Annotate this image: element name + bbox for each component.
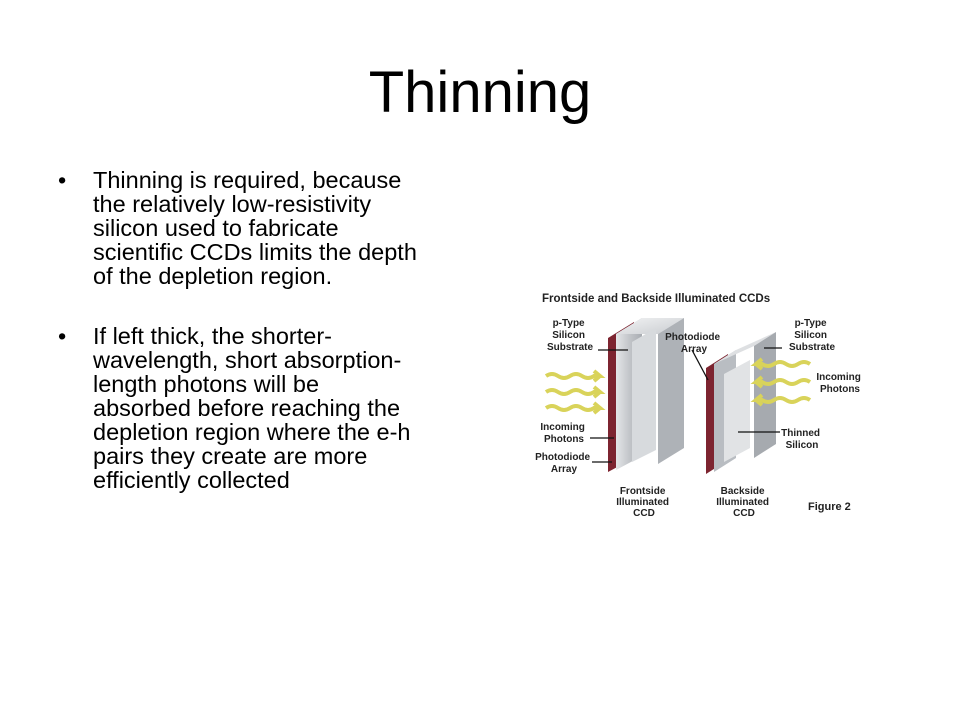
left-photodiode-label: Photodiode Array bbox=[535, 452, 591, 475]
bullet-text-line: If left thick, the shorter- bbox=[93, 323, 333, 349]
slide-title: Thinning bbox=[368, 60, 592, 125]
bullet-text-line: depletion region where the e-h bbox=[93, 419, 411, 445]
left-photon-arrows bbox=[546, 371, 600, 413]
bullet-text-line: efficiently collected bbox=[93, 467, 290, 493]
figure-title: Frontside and Backside Illuminated CCDs bbox=[542, 293, 771, 305]
bullet-text-line: silicon used to fabricate bbox=[93, 215, 339, 241]
backside-caption: Backside Illuminated CCD bbox=[716, 486, 770, 519]
right-photons-label: Incoming Photons bbox=[816, 372, 861, 395]
photon-arrow bbox=[546, 403, 600, 413]
center-photodiode-label: Photodiode Array bbox=[665, 332, 721, 355]
bullet-marker: • bbox=[58, 323, 67, 349]
backside-silicon-right bbox=[754, 332, 776, 458]
backside-thinned-silicon bbox=[724, 360, 750, 462]
bullet-text-line: pairs they create are more bbox=[93, 443, 368, 469]
bullet-list bbox=[54, 168, 474, 528]
bullet-text-line: the relatively low-resistivity bbox=[93, 191, 372, 217]
bullet-text-line: Thinning is required, because bbox=[93, 167, 402, 193]
bullet-text-line: absorbed before reaching the bbox=[93, 395, 401, 421]
left-substrate-label: p-Type Silicon Substrate bbox=[546, 318, 594, 353]
bullet-text-line: wavelength, short absorption- bbox=[93, 347, 402, 373]
ccd-figure bbox=[528, 288, 872, 524]
frontside-caption: Frontside Illuminated CCD bbox=[616, 486, 670, 519]
bullet-text-line: of the depletion region. bbox=[93, 263, 333, 289]
left-photons-label: Incoming Photons bbox=[540, 422, 585, 445]
right-substrate-label: p-Type Silicon Substrate bbox=[788, 318, 836, 353]
bullet-text-line: scientific CCDs limits the depth bbox=[93, 239, 417, 265]
bullet-item bbox=[54, 168, 474, 288]
photon-arrow bbox=[546, 371, 600, 381]
bullet-item bbox=[54, 324, 474, 492]
figure-number: Figure 2 bbox=[808, 501, 851, 513]
right-thinned-label: Thinned Silicon bbox=[781, 428, 821, 451]
bullet-text-line: length photons will be bbox=[93, 371, 320, 397]
photon-arrow bbox=[546, 387, 600, 397]
frontside-silicon-inner bbox=[632, 328, 656, 462]
bullet-marker: • bbox=[58, 167, 67, 193]
